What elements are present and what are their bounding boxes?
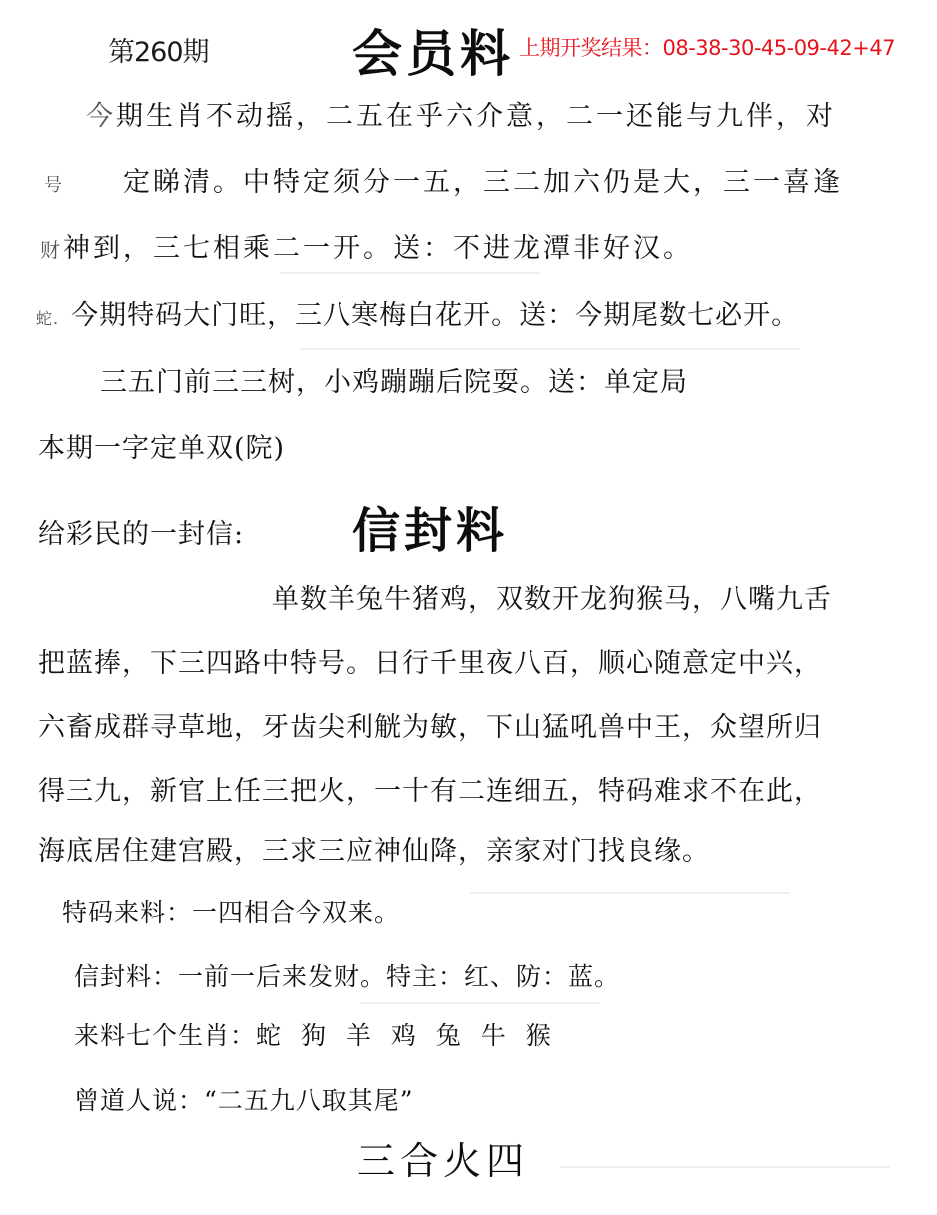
line-prefix: 蛇. [36,309,60,328]
member-line-5 [100,360,688,399]
scan-artifact [470,892,790,894]
scan-artifact [280,272,540,274]
poem-line-5: 海底居住建宫殿，三求三应神仙降，亲家对门找良缘。 [38,836,710,867]
scan-artifact [360,1002,600,1004]
line-text: 期生肖不动摇，二五在乎六介意，二一还能与九伴，对 [116,101,836,132]
line-text: 本期一字定单双(院) [38,433,286,464]
member-line-6 [38,426,285,465]
page-title: 会员料 [352,24,514,83]
seven-zodiacs [74,1016,557,1052]
last-draw-numbers: 08-38-30-45-09-42+47 [662,36,896,60]
line-prefix: 财 [40,238,63,262]
member-line-2 [44,160,843,199]
member-line-1 [86,94,836,133]
envelope-tip: 信封料：一前一后来发财。特主：红、防：蓝。 [74,962,621,991]
poem-line-1: 单数羊兔牛猪鸡，双数开龙狗猴马，八嘴九舌 [272,584,832,615]
section-title: 信封料 [352,503,509,559]
poem-line-3: 六畜成群寻草地，牙齿尖利觥为敏，下山猛吼兽中王，众望所归 [38,712,822,743]
seven-zodiacs-label: 来料七个生肖： [74,1021,257,1050]
member-line-4 [36,293,799,332]
saying: 曾道人说：“二五九八取其尾” [74,1086,414,1115]
last-draw-label: 上期开奖结果： [519,36,663,60]
last-draw-result [519,32,895,62]
line-prefix: 号 [44,175,65,196]
seven-zodiacs-list: 蛇 狗 羊 鸡 兔 牛 猴 [256,1021,557,1050]
final-tip: 三合火四 [357,1139,530,1183]
line-text: 定睇清。中特定须分一五，三二加六仍是大，三一喜逢 [123,167,843,198]
issue-number: 第260期 [108,37,209,68]
letter-label: 给彩民的一封信: [38,519,245,550]
poem-line-2: 把蓝捧，下三四路中特号。日行千里夜八百，顺心随意定中兴， [38,648,822,679]
special-source: 特码来料：一四相合今双来。 [62,898,401,927]
scan-artifact [300,348,800,350]
scan-artifact [560,1166,890,1168]
line-text: 三五门前三三树，小鸡蹦蹦后院耍。送：单定局 [100,367,688,398]
line-text: 神到，三七相乘二一开。送：不进龙潭非好汉。 [63,233,693,264]
poem-line-4: 得三九，新官上任三把火，一十有二连细五，特码难求不在此， [38,776,822,807]
line-text: 今期特码大门旺，三八寒梅白花开。送：今期尾数七必开。 [71,300,800,331]
line-prefix: 今 [86,101,116,132]
member-line-3 [40,226,693,265]
